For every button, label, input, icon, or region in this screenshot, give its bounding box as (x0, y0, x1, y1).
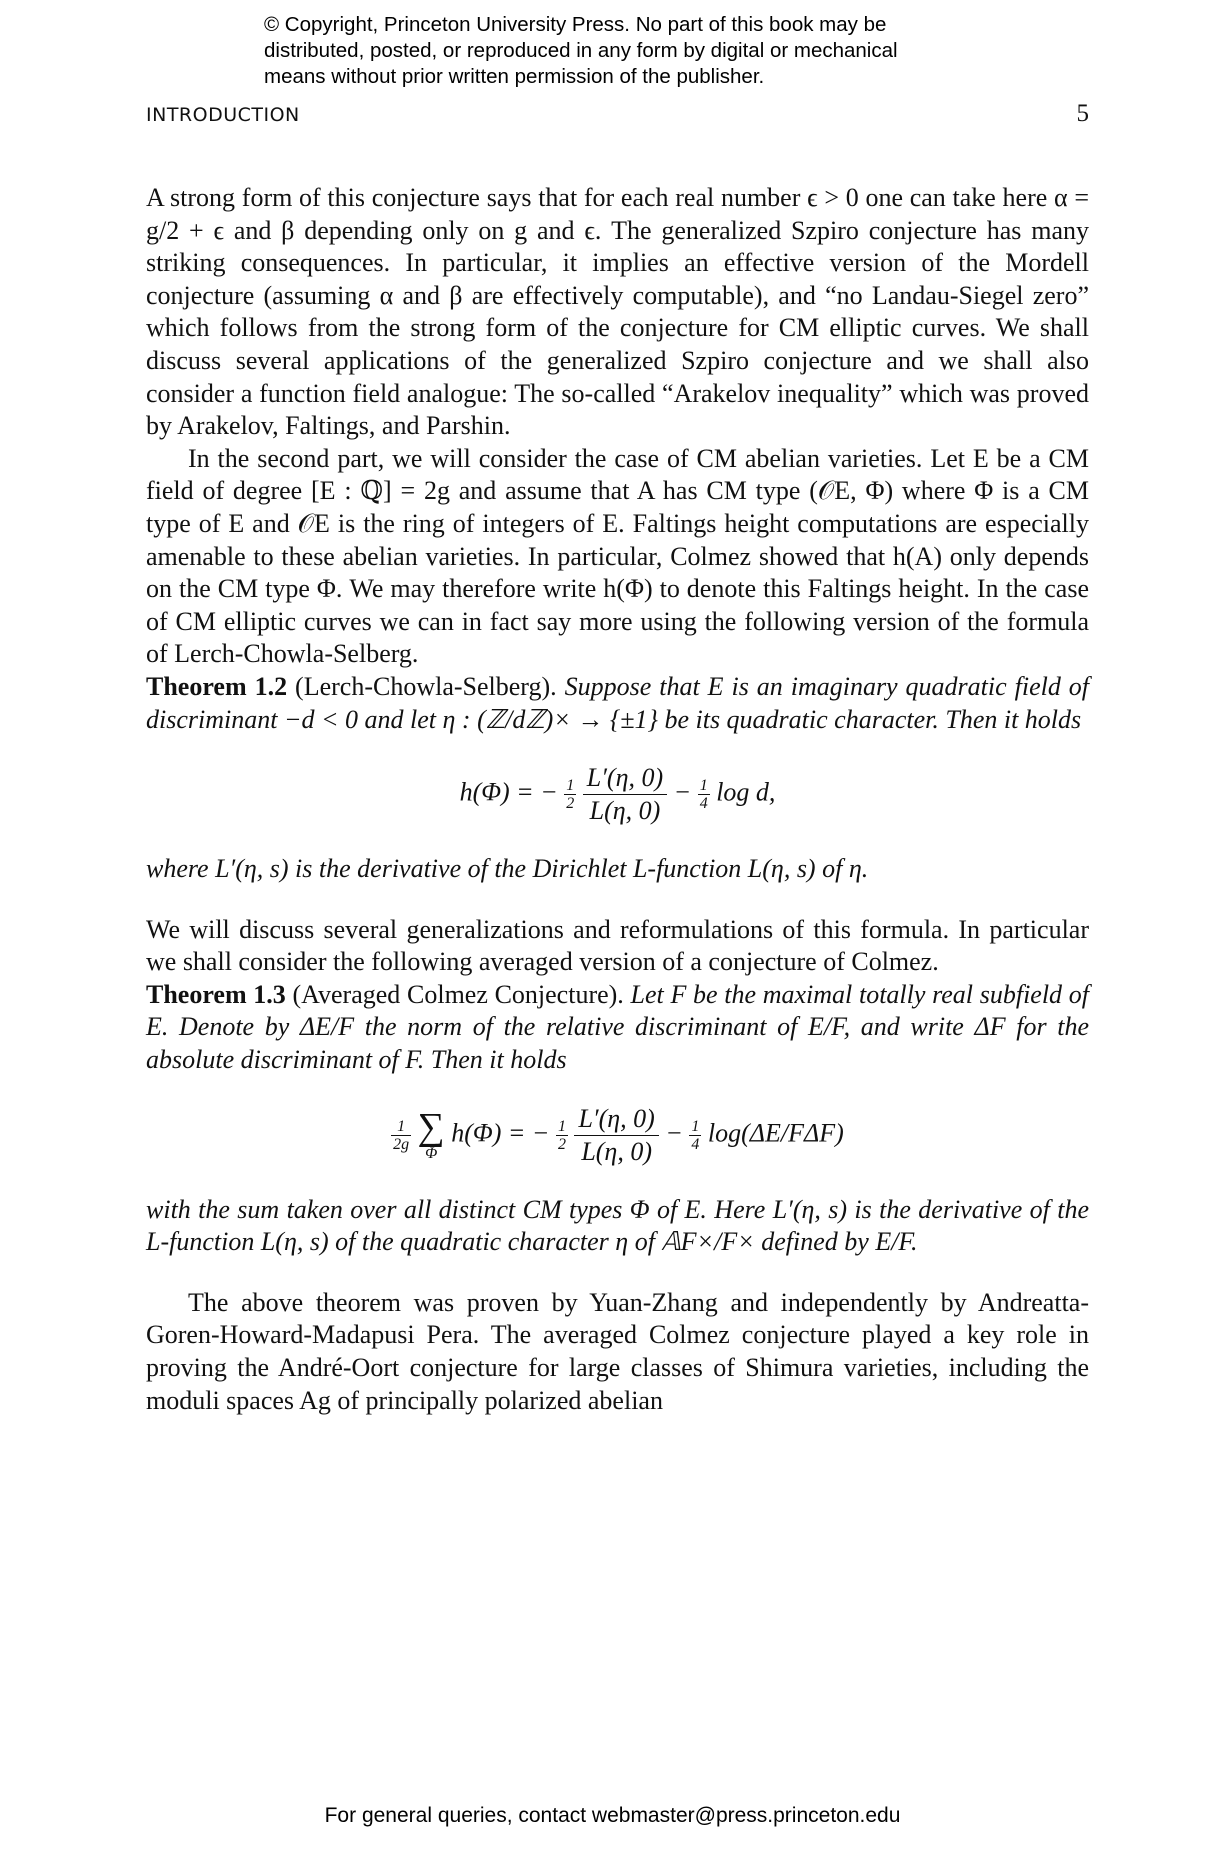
coef-num: 1 (557, 1117, 566, 1135)
copyright-line: distributed, posted, or reproduced in any form by digital or mechanical (264, 39, 898, 62)
minus-sign: − (665, 1118, 683, 1148)
copyright-notice (264, 12, 984, 90)
paragraph: The above theorem was proven by Yuan-Zhang and independently by Andreatta-Goren-Howard-Madapusi Pera. The averaged Colmez conjecture played a key role in proving the André-Oort conjecture for large classes of Shimura varieties, including the moduli spaces Ag of principally polarized abelian (146, 1287, 1089, 1415)
paragraph: We will discuss several generalizations and reformulations of this formula. In particular we shall consider the following averaged version of a conjecture of Colmez. (146, 914, 1089, 977)
coef-den: 2 (557, 1135, 566, 1153)
frac-num: L′(η, 0) (574, 1103, 658, 1136)
prefactor (391, 1118, 411, 1153)
footer-contact: For general queries, contact webmaster@press.princeton.edu (324, 1804, 901, 1827)
theorem-label: Theorem 1.3 (146, 979, 286, 1009)
summation (418, 1108, 445, 1162)
frac-den: L(η, 0) (581, 1136, 652, 1166)
frac-den: L(η, 0) (589, 796, 661, 826)
sum-index: Φ (425, 1145, 438, 1163)
theorem-note: (Averaged Colmez Conjecture). (292, 979, 624, 1009)
theorem-label: Theorem 1.2 (146, 671, 288, 701)
paragraph: In the second part, we will consider the case of CM abelian varieties. Let E be a CM field of degree [E : ℚ] = 2g and assume that A has CM type (𝒪E, Φ) where Φ is a CM type of E and 𝒪E is the ring of integers of E. Faltings height computations are especially amenable to these abelian varieties. In particular, Colmez showed that h(A) only depends on the CM type Φ. We may therefore write h(Φ) to denote this Faltings height. In the case of CM elliptic curves we can in fact say more using the following version of the formula of Lerch-Chowla-Selberg. (146, 443, 1089, 669)
theorem-statement: Let F be the maximal totally real subfield of E. Denote by ΔE/F the norm of the relative discriminant of E/F, and write ΔF for the absolute discriminant of F. Then it holds (146, 979, 1089, 1075)
coef-den: 4 (699, 795, 708, 813)
page-number: 5 (1076, 100, 1089, 127)
paragraph: A strong form of this conjecture says that for each real number ϵ > 0 one can take here α = g/2 + ϵ and β depending only on g and ϵ. The generalized Szpiro conjecture has many striking consequences. In particular, it implies an effective version of the Mordell conjecture (assuming α and β are effectively computable), and “no Landau-Siegel zero” which follows from the strong form of the conjecture for CM elliptic curves. We shall discuss several applications of the generalized Szpiro conjecture and we shall also consider a function field analogue: The so-called “Arakelov inequality” which was proved by Arakelov, Faltings, and Parshin. (146, 183, 1089, 441)
coef-num: 1 (691, 1117, 700, 1135)
pre-num: 1 (391, 1118, 411, 1136)
frac-num: L′(η, 0) (583, 762, 667, 795)
coef-den: 2 (566, 795, 575, 813)
coef-num: 1 (699, 777, 708, 795)
formula-tail: log d, (716, 777, 776, 807)
theorem-note: (Lerch-Chowla-Selberg). (295, 671, 557, 701)
coef-num: 1 (566, 777, 575, 795)
theorem-statement: Suppose that E is an imaginary quadratic field of discriminant −d < 0 and let η : (ℤ/dℤ)× → {±1} be its quadratic character. Then it holds (146, 671, 1090, 734)
theorem-1-2 (146, 671, 1089, 736)
pre-den: 2g (393, 1135, 410, 1153)
fraction (583, 762, 667, 827)
copyright-line: means without prior written permission of the publisher. (264, 65, 765, 88)
coefficient (556, 1118, 568, 1153)
theorem-1-3 (146, 979, 1089, 1077)
formula-tail: log(ΔE/FΔF) (707, 1118, 844, 1148)
formula-lhs: h(Φ) = − (459, 777, 558, 807)
page-body (146, 182, 1089, 1417)
formula-lhs: h(Φ) = − (451, 1118, 550, 1148)
theorem-continuation: with the sum taken over all distinct CM types Φ of E. Here L′(η, s) is the derivative of the L-function L(η, s) of the quadratic character η of 𝔸F×/F× defined by E/F. (146, 1194, 1089, 1257)
formula-lerch-chowla-selberg (146, 762, 1089, 827)
copyright-line: © Copyright, Princeton University Press. No part of this book may be (264, 13, 887, 36)
coef-den: 4 (691, 1135, 700, 1153)
running-head: INTRODUCTION (146, 104, 300, 126)
formula-averaged-colmez (146, 1103, 1089, 1168)
minus-sign: − (673, 777, 692, 807)
theorem-continuation: where L′(η, s) is the derivative of the Dirichlet L-function L(η, s) of η. (146, 854, 869, 884)
coefficient (689, 1118, 701, 1153)
sum-symbol: ∑ (417, 1106, 445, 1149)
coefficient (698, 777, 710, 812)
coefficient (564, 777, 576, 812)
fraction (574, 1103, 658, 1168)
